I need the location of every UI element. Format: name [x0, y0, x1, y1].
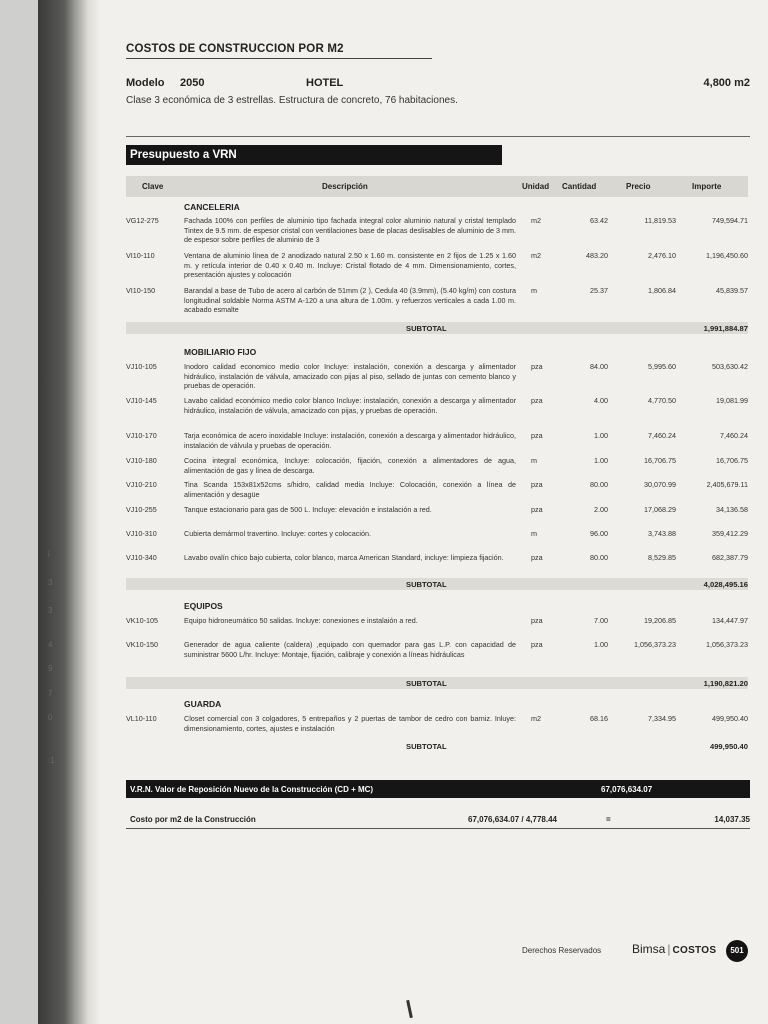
- cell-cantidad: 2.00: [594, 505, 608, 514]
- cell-unidad: m2: [531, 216, 541, 225]
- cell-precio: 19,206.85: [644, 616, 676, 625]
- cell-clave: VJ10-310: [126, 529, 157, 538]
- cell-unidad: pza: [531, 480, 543, 489]
- margin-mark: 7: [48, 689, 53, 698]
- cell-cantidad: 84.00: [590, 362, 608, 371]
- model-label: Modelo: [126, 77, 165, 89]
- column-header-clave: Clave: [142, 182, 164, 191]
- margin-mark: 9: [48, 664, 53, 673]
- cell-unidad: pza: [531, 616, 543, 625]
- cell-clave: VI10-150: [126, 286, 156, 295]
- cell-cantidad: 63.42: [590, 216, 608, 225]
- margin-mark: 0: [48, 713, 53, 722]
- subtotal-row: [126, 322, 748, 334]
- section-divider: [126, 136, 750, 137]
- cell-precio: 11,819.53: [644, 216, 676, 225]
- cell-clave: VJ10-255: [126, 505, 157, 514]
- cell-precio: 30,070.99: [644, 480, 676, 489]
- model-code: 2050: [180, 77, 205, 89]
- cell-precio: 16,706.75: [644, 456, 676, 465]
- subtotal-label: SUBTOTAL: [406, 580, 447, 589]
- document-title: COSTOS DE CONSTRUCCION POR M2: [126, 43, 344, 55]
- cell-clave: VJ10-340: [126, 553, 157, 562]
- cell-importe: 16,706.75: [716, 456, 748, 465]
- cell-descripcion: Ventana de aluminio línea de 2 anodizado natural 2.50 x 1.60 m. consistente en 2 fijos de 1.25 x 1.60 m. y retícula interior de 0.40 x 0.40 m. Incluye: Cristal flotado de 4 mm. Dimensionamiento, cortes, presentación ajustes y colocación: [184, 251, 516, 280]
- cell-unidad: m: [531, 529, 537, 538]
- cell-cantidad: 483.20: [586, 251, 608, 260]
- column-header-cantidad: Cantidad: [562, 182, 597, 191]
- cell-descripcion: Lavabo calidad económico medio color blanco Incluye: instalación, conexión a descarga y alimentador hidráulico, instalación de válvula, amacizado con pijas, y pruebas de operación.: [184, 396, 516, 415]
- brand-name: Bimsa: [632, 942, 666, 956]
- cell-descripcion: Cubierta demármol travertino. Incluye: cortes y colocación.: [184, 529, 371, 538]
- brand-logo: [632, 942, 716, 956]
- column-header-descripcion: Descripción: [322, 182, 368, 191]
- document-page: [38, 0, 768, 1024]
- model-description: Clase 3 económica de 3 estrellas. Estructura de concreto, 76 habitaciones.: [126, 95, 458, 106]
- cell-descripcion: Tarja económica de acero inoxidable Incluye: instalación, conexión a descarga y alimentador hidráulico, instalación de válvula y pruebas de operación.: [184, 431, 516, 450]
- cell-unidad: pza: [531, 362, 543, 371]
- model-area: 4,800 m2: [703, 77, 750, 89]
- section-title: Presupuesto a VRN: [126, 145, 502, 165]
- cell-unidad: pza: [531, 640, 543, 649]
- cell-cantidad: 96.00: [590, 529, 608, 538]
- group-title: EQUIPOS: [184, 601, 223, 611]
- column-header-unidad: Unidad: [522, 182, 550, 191]
- margin-mark: i: [48, 550, 50, 559]
- group-title: CANCELERIA: [184, 202, 240, 212]
- cell-precio: 17,068.29: [644, 505, 676, 514]
- cost-per-m2-label: Costo por m2 de la Construcción: [130, 815, 256, 824]
- cell-descripcion: Barandal a base de Tubo de acero al carbón de 51mm (2 ), Cedula 40 (3.9mm), (5.40 kg/m) con costura longitudinal soldable Norma ASTM A-120 a una altura de 1.00m. y refuerzos verticales a cada 1.00 m. acabado esmalte: [184, 286, 516, 315]
- cell-importe: 503,630.42: [712, 362, 748, 371]
- cell-unidad: pza: [531, 396, 543, 405]
- cell-importe: 499,950.40: [712, 714, 748, 723]
- subtotal-label: SUBTOTAL: [406, 679, 447, 688]
- cell-descripcion: Tanque estacionario para gas de 500 L. Incluye: elevación e instalación a red.: [184, 505, 432, 514]
- subtotal-value: 499,950.40: [709, 742, 748, 751]
- cell-precio: 8,529.85: [648, 553, 676, 562]
- table-header: [126, 176, 748, 197]
- cell-importe: 19,081.99: [716, 396, 748, 405]
- cell-clave: VI10-110: [126, 251, 155, 260]
- cell-descripcion: Fachada 100% con perfiles de aluminio tipo fachada integral color aluminio natural y cristal templado Tintex de 9.5 mm. de espesor cristal con ventilaciones base de placas deslisables de aluminio de 3 mm. de espesor sobre perfiles de aluminio de 3: [184, 216, 516, 245]
- cell-unidad: pza: [531, 553, 543, 562]
- cell-cantidad: 1.00: [594, 640, 608, 649]
- cell-precio: 7,334.95: [648, 714, 676, 723]
- equals-sign: =: [606, 815, 611, 824]
- page-content: [126, 0, 750, 1024]
- margin-mark: 3: [48, 606, 53, 615]
- column-header-importe: Importe: [692, 182, 722, 191]
- subtotal-row: [126, 677, 748, 689]
- cell-clave: VJ10-210: [126, 480, 157, 489]
- subtotal-row: [126, 740, 748, 752]
- cell-importe: 7,460.24: [720, 431, 748, 440]
- cell-precio: 1,056,373.23: [634, 640, 676, 649]
- cell-importe: 2,405,679.11: [706, 480, 748, 489]
- cell-descripcion: Generador de agua caliente (caldera) ,equipado con quemador para gas L.P. con capacidad de suministrar 5600 L/hr. Incluye: Montaje, fijación, calibraje y conexión a líneas hidráulicas: [184, 640, 516, 659]
- cell-clave: VL10-110: [126, 714, 157, 723]
- cell-cantidad: 4.00: [594, 396, 608, 405]
- cost-per-m2-value: 14,037.35: [714, 815, 750, 824]
- subtotal-label: SUBTOTAL: [406, 324, 447, 333]
- cell-cantidad: 1.00: [594, 456, 608, 465]
- cell-unidad: pza: [531, 505, 543, 514]
- margin-mark: 4: [48, 640, 53, 649]
- model-header: [126, 77, 750, 93]
- cell-cantidad: 1.00: [594, 431, 608, 440]
- subtotal-row: [126, 578, 748, 590]
- cell-importe: 1,196,450.60: [706, 251, 748, 260]
- cell-unidad: m: [531, 286, 537, 295]
- cell-cantidad: 25.37: [590, 286, 608, 295]
- cell-precio: 3,743.88: [648, 529, 676, 538]
- cell-importe: 749,594.71: [712, 216, 748, 225]
- group-title: MOBILIARIO FIJO: [184, 347, 257, 357]
- cell-descripcion: Closet comercial con 3 colgadores, 5 entrepaños y 2 puertas de tambor de cedro con barniz. Inluye: dimensionamiento, cortes, ajustes e instalación: [184, 714, 516, 733]
- cell-unidad: pza: [531, 431, 543, 440]
- cell-precio: 1,806.84: [648, 286, 676, 295]
- page-spine-shadow: [38, 0, 100, 1024]
- cell-precio: 2,476.10: [648, 251, 676, 260]
- cell-importe: 45,839.57: [716, 286, 748, 295]
- cell-descripcion: Cocina integral económica, Incluye: colocación, fijación, conexión a alimentadores de agua, alimentación de gas y línea de descarga.: [184, 456, 516, 475]
- cell-descripcion: Lavabo ovalín chico bajo cubierta, color blanco, marca American Standard, incluye: limpieza fijación.: [184, 553, 504, 562]
- cell-cantidad: 7.00: [594, 616, 608, 625]
- subtotal-value: 1,190,821.20: [703, 679, 748, 688]
- cell-cantidad: 68.16: [590, 714, 608, 723]
- margin-mark: :1: [48, 756, 55, 765]
- cell-importe: 134,447.97: [712, 616, 748, 625]
- cell-importe: 682,387.79: [712, 553, 748, 562]
- cell-clave: VK10-105: [126, 616, 158, 625]
- group-title: GUARDA: [184, 699, 222, 709]
- cell-descripcion: Tina Scanda 153x81x52cms s/hidro, calidad media Incluye: Colocación, conexión a línea de alimentación y desagüe: [184, 480, 516, 499]
- cell-importe: 34,136.58: [716, 505, 748, 514]
- page-number-badge: 501: [726, 940, 748, 962]
- brand-section: COSTOS: [672, 945, 717, 956]
- cell-importe: 1,056,373.23: [706, 640, 748, 649]
- vrn-total-bar: [126, 780, 750, 798]
- rights-reserved: Derechos Reservados: [522, 946, 602, 955]
- subtotal-label: SUBTOTAL: [406, 742, 447, 751]
- cell-precio: 4,770.50: [648, 396, 676, 405]
- cell-precio: 5,995.60: [648, 362, 676, 371]
- cell-clave: VJ10-145: [126, 396, 157, 405]
- cell-importe: 359,412.29: [712, 529, 748, 538]
- cell-clave: VJ10-170: [126, 431, 157, 440]
- vrn-value: 67,076,634.07: [601, 785, 653, 794]
- cell-clave: VJ10-105: [126, 362, 157, 371]
- column-header-precio: Precio: [626, 182, 651, 191]
- model-name: HOTEL: [306, 77, 344, 89]
- margin-mark: 3: [48, 578, 53, 587]
- title-underline: [126, 58, 432, 59]
- cell-clave: VG12-275: [126, 216, 159, 225]
- subtotal-value: 1,991,884.87: [703, 324, 748, 333]
- brand-separator: |: [667, 942, 671, 956]
- cell-unidad: m: [531, 456, 537, 465]
- cell-clave: VJ10-180: [126, 456, 157, 465]
- cell-precio: 7,460.24: [648, 431, 676, 440]
- cell-cantidad: 80.00: [590, 553, 608, 562]
- vrn-label: V.R.N. Valor de Reposición Nuevo de la Construcción (CD + MC): [130, 785, 374, 794]
- cell-unidad: m2: [531, 714, 541, 723]
- cell-clave: VK10-150: [126, 640, 158, 649]
- cell-descripcion: Equipo hidroneumático 50 salidas. Incluye: conexiones e instalaión a red.: [184, 616, 418, 625]
- cost-per-m2-formula: 67,076,634.07 / 4,778.44: [468, 815, 557, 824]
- subtotal-value: 4,028,495.16: [703, 580, 748, 589]
- cost-per-m2-row: [126, 812, 750, 829]
- cell-cantidad: 80.00: [590, 480, 608, 489]
- cell-descripcion: Inodoro calidad economico medio color Incluye: instalación, conexión a descarga y alimentador hidráulico, instalación de válvula, amacizado con pijas al piso, sellado de juntas con cemento blanco y pruebas de operación.: [184, 362, 516, 391]
- cell-unidad: m2: [531, 251, 541, 260]
